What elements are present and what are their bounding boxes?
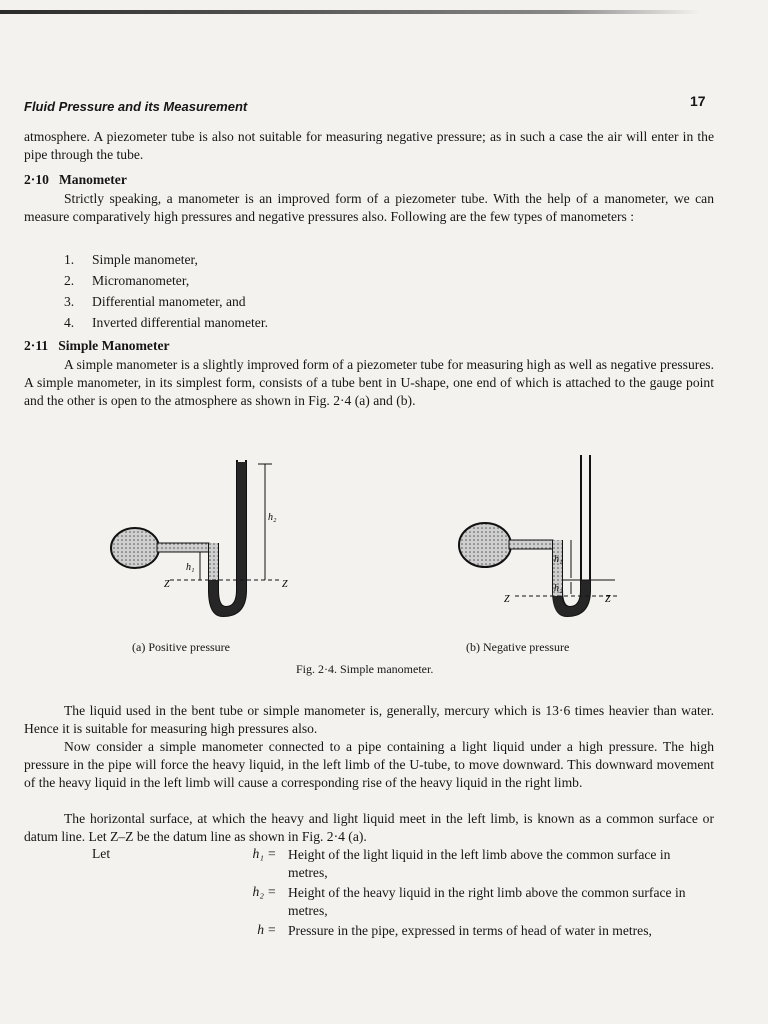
- label-z-left: Z: [504, 594, 510, 605]
- body-paragraph-3: The horizontal surface, at which the heavy and light liquid meet in the left limb, is known as a common surface or datum line. Let Z–Z be the datum line as shown in Fig. 2·4 (a).: [24, 811, 714, 844]
- running-header: Fluid Pressure and its Measurement: [24, 99, 248, 114]
- section-heading-2-10: [24, 172, 127, 188]
- label-h1: h₁: [554, 554, 563, 565]
- let-label: Let: [92, 846, 111, 861]
- figure-a-positive-pressure: [100, 450, 300, 630]
- body-paragraph-1: The liquid used in the bent tube or simple manometer is, generally, mercury which is 13·6 times heavier than water. Hence it is suitable for measuring high pressures also.: [24, 703, 714, 736]
- label-z-right: Z: [282, 579, 288, 590]
- label-h2: h₂: [554, 583, 563, 594]
- scan-top-edge: [0, 10, 700, 14]
- intro-paragraph: atmosphere. A piezometer tube is also not suitable for measuring negative pressure; as in such a case the air will enter in the pipe through the tube.: [24, 129, 714, 162]
- caption-a: (a) Positive pressure: [132, 640, 230, 654]
- section-number: 2·11: [24, 338, 49, 353]
- page-number: 17: [690, 93, 706, 109]
- caption-b: (b) Negative pressure: [466, 640, 570, 654]
- figure-b-negative-pressure: [440, 450, 640, 630]
- label-h2: h₂: [268, 512, 277, 523]
- manometer-paragraph: Strictly speaking, a manometer is an improved form of a piezometer tube. With the help of a manometer, we can measure comparatively high pressures and negative pressures also. Following are the few types of manometers :: [24, 191, 714, 224]
- list-item: 4. Inverted differential manometer.: [64, 315, 269, 330]
- list-item: 1. Simple manometer,: [64, 252, 198, 267]
- figure-caption: Fig. 2·4. Simple manometer.: [296, 662, 434, 676]
- simple-manometer-paragraph: A simple manometer is a slightly improved form of a piezometer tube for measuring high as well as negative pressures. A simple manometer, in its simplest form, consists of a tube bent in U-shape, one end of which is attached to the gauge point and the other is open to the atmosphere as shown in Fig. 2·4 (a) and (b).: [24, 357, 714, 408]
- label-h1: h₁: [186, 562, 195, 573]
- section-title: Manometer: [58, 172, 127, 187]
- manometer-types-list: [64, 249, 268, 333]
- section-heading-2-11: [24, 338, 170, 354]
- label-z-left: Z: [164, 579, 170, 590]
- label-z-right: Z: [605, 594, 611, 605]
- list-item: 3. Differential manometer, and: [64, 294, 246, 309]
- section-title: Simple Manometer: [58, 338, 170, 353]
- body-paragraph-2: Now consider a simple manometer connected to a pipe containing a light liquid under a high pressure. The high pressure in the pipe will force the heavy liquid, in the left limb of the U-tube, to move downward. This downward movement of the heavy liquid in the left limb will cause a corresponding rise of the heavy liquid in the right limb.: [24, 739, 714, 790]
- list-item: 2. Micromanometer,: [64, 273, 190, 288]
- section-number: 2·10: [24, 172, 49, 187]
